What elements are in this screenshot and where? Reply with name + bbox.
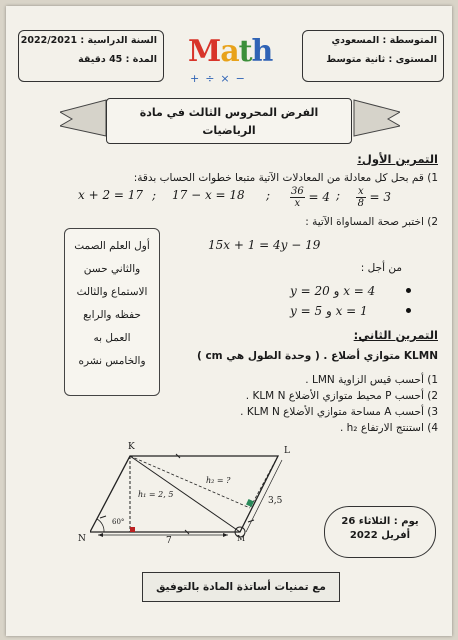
equation-1: x + 2 = 17 [78, 188, 144, 202]
exercise2-intro: KLMN متوازي أضلاع . ( وحدة الطول هي cm ) [196, 350, 438, 362]
height-h2 [130, 456, 250, 508]
exercise1-question1: 1) قم بحل كل معادلة من المعادلات الآتية متبعا خطوات الحساب بدقة: [133, 172, 438, 184]
exercise1-question2: 2) اختبر صحة المساواة الآتية : [305, 216, 438, 228]
vertex-n: N [78, 534, 86, 544]
wisdom-scroll [64, 228, 160, 396]
note-line: أول العلم الصمت [74, 240, 150, 252]
case-2: y = 5 و x = 1 [290, 304, 368, 318]
base-length: 7 [166, 536, 172, 546]
exam-title-line1: الفرض المحروس الثالث في مادة [139, 106, 319, 119]
exercise2-question3: 3) أحسب A مساحة متوازي الأضلاع KLM N . [240, 406, 438, 418]
exercise2-heading: التمرين الثاني: [353, 328, 438, 342]
footer-banner [142, 572, 340, 602]
note-line: حفظه والرابع [83, 309, 141, 321]
semicolon-3: ; [336, 188, 341, 202]
bullet-1 [406, 288, 411, 293]
bullet-2 [406, 308, 411, 313]
h2-label: h₂ = ? [206, 476, 231, 485]
semicolon-1: ; [152, 188, 157, 202]
date-line2: أفريل 2022 [349, 530, 411, 541]
equation-2: 17 − x = 18 [172, 188, 245, 202]
vertex-l: L [284, 446, 290, 456]
header-left-box [18, 30, 164, 82]
header-right-box [302, 30, 444, 82]
note-line: والثاني حسن [83, 263, 141, 275]
math-logo: Math +÷×− [188, 34, 273, 85]
footer-text: مع تمنيات أساتذة المادة بالتوفيق [156, 581, 326, 593]
exercise2-question4: 4) استنتج الارتفاع h₂ . [339, 422, 438, 434]
exam-title-line2: الرياضيات [202, 124, 256, 137]
angle-label: 60° [112, 518, 125, 526]
duration: المدة : 45 دقيقة [78, 54, 157, 65]
school-name: المتوسطة : المسعودي [331, 35, 437, 46]
right-angle-marker-1 [130, 527, 135, 532]
equation-4: $\frac{x}{8}$ = 3 [357, 186, 391, 209]
equation-3: $\frac{36}{x}$ = 4 [291, 186, 331, 209]
date-line1: يوم : الثلاثاء 26 [341, 516, 419, 527]
level: المستوى : ثانية متوسط [326, 54, 437, 65]
for-label: من أجل : [360, 262, 402, 274]
exercise2-question1: 1) أحسب قيس الزاوية LMN . [305, 374, 438, 386]
h1-label: h₁ = 2, 5 [138, 490, 174, 499]
semicolon-2: ; [266, 188, 271, 202]
equality-expression: 15x + 1 = 4y − 19 [208, 238, 321, 252]
exam-title-banner [106, 98, 352, 144]
exercise2-question2: 2) أحسب P محيط متوازي الأضلاع KLM N . [245, 390, 438, 402]
note-line: الاستماع والثالث [76, 286, 148, 298]
exam-sheet [6, 6, 452, 636]
note-line: والخامس نشره [78, 355, 146, 367]
side-length: 3,5 [268, 496, 283, 506]
note-line: العمل به [93, 332, 131, 344]
exam-date-box [324, 506, 436, 558]
school-year: السنة الدراسية : 2022/2021 [20, 35, 157, 46]
case-1: y = 20 و x = 4 [290, 284, 376, 298]
parallelogram-figure [90, 438, 320, 558]
exercise1-heading: التمرين الأول: [357, 152, 438, 166]
vertex-k: K [128, 442, 135, 452]
vertex-m: M [237, 534, 246, 543]
